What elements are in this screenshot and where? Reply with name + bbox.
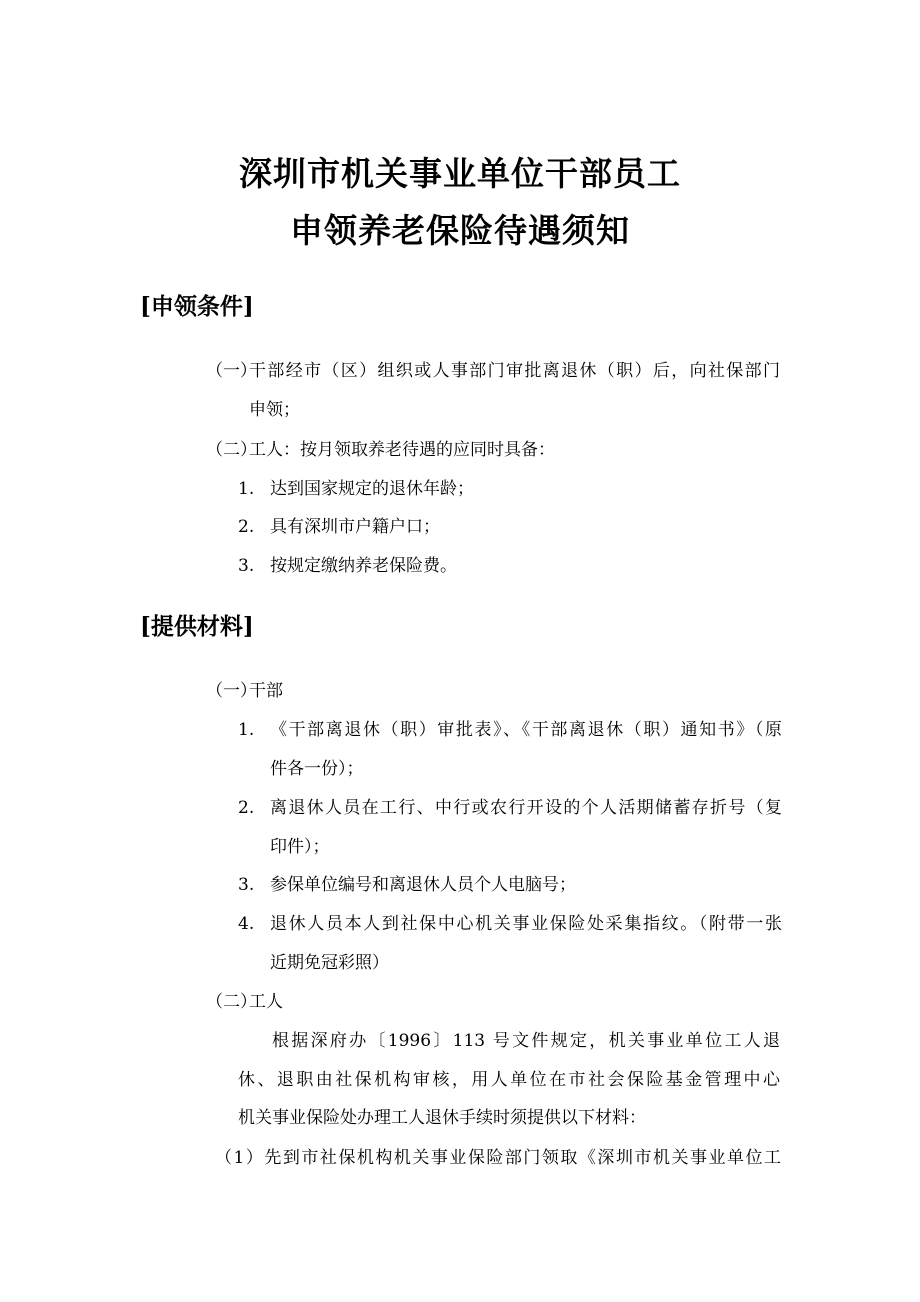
list-number: 1. bbox=[238, 720, 255, 740]
worker-paragraph-line3: 机关事业保险处办理工人退休手续时须提供以下材料： bbox=[238, 1108, 646, 1128]
condition-sub-item: 按规定缴纳养老保险费。 bbox=[270, 556, 457, 576]
material-item-line1: 《干部离退休（职）审批表》、《干部离退休（职）通知书》（原 bbox=[270, 720, 782, 740]
material-item-line1: 参保单位编号和离退休人员个人电脑号； bbox=[270, 875, 576, 895]
section-heading-materials: [提供材料] bbox=[140, 613, 254, 640]
worker-paragraph-line2: 休、退职由社保机构审核，用人单位在市社会保险基金管理中心 bbox=[238, 1070, 780, 1090]
material-item-line2: 近期免冠彩照） bbox=[270, 953, 389, 973]
condition-item-2-text: 工人：按月领取养老待遇的应同时具备： bbox=[249, 440, 555, 460]
list-number: 3. bbox=[238, 875, 255, 895]
list-number: 2. bbox=[238, 798, 255, 818]
list-number: 4. bbox=[238, 914, 255, 934]
condition-sub-item: 达到国家规定的退休年龄； bbox=[270, 479, 474, 499]
document-title-line2: 申领养老保险待遇须知 bbox=[290, 211, 630, 250]
materials-worker-label: 工人 bbox=[249, 992, 283, 1012]
material-item-line1: 离退休人员在工行、中行或农行开设的个人活期储蓄存折号（复 bbox=[270, 798, 782, 818]
condition-item-1-line2: 申领； bbox=[249, 400, 300, 420]
worker-step-1: （1）先到市社保机构机关事业保险部门领取《深圳市机关事业单位工 bbox=[215, 1148, 781, 1168]
item-marker: （一） bbox=[206, 361, 257, 381]
list-number: 2. bbox=[238, 517, 255, 537]
item-marker: （二） bbox=[206, 992, 257, 1012]
material-item-line1: 退休人员本人到社保中心机关事业保险处采集指纹。（附带一张 bbox=[270, 914, 782, 934]
materials-cadre-label: 干部 bbox=[249, 681, 283, 701]
section-heading-conditions: [申领条件] bbox=[140, 293, 254, 320]
condition-sub-item: 具有深圳市户籍户口； bbox=[270, 517, 440, 537]
list-number: 3. bbox=[238, 556, 255, 576]
item-marker: （一） bbox=[206, 681, 257, 701]
material-item-line2: 印件）； bbox=[270, 837, 330, 857]
document-title-line1: 深圳市机关事业单位干部员工 bbox=[239, 154, 681, 193]
material-item-line2: 件各一份）； bbox=[270, 759, 364, 779]
list-number: 1. bbox=[238, 479, 255, 499]
item-marker: （二） bbox=[206, 440, 257, 460]
worker-paragraph-line1: 根据深府办〔1996〕113 号文件规定，机关事业单位工人退 bbox=[272, 1031, 780, 1051]
condition-item-1-line1: 干部经市（区）组织或人事部门审批离退休（职）后，向社保部门 bbox=[249, 361, 780, 381]
